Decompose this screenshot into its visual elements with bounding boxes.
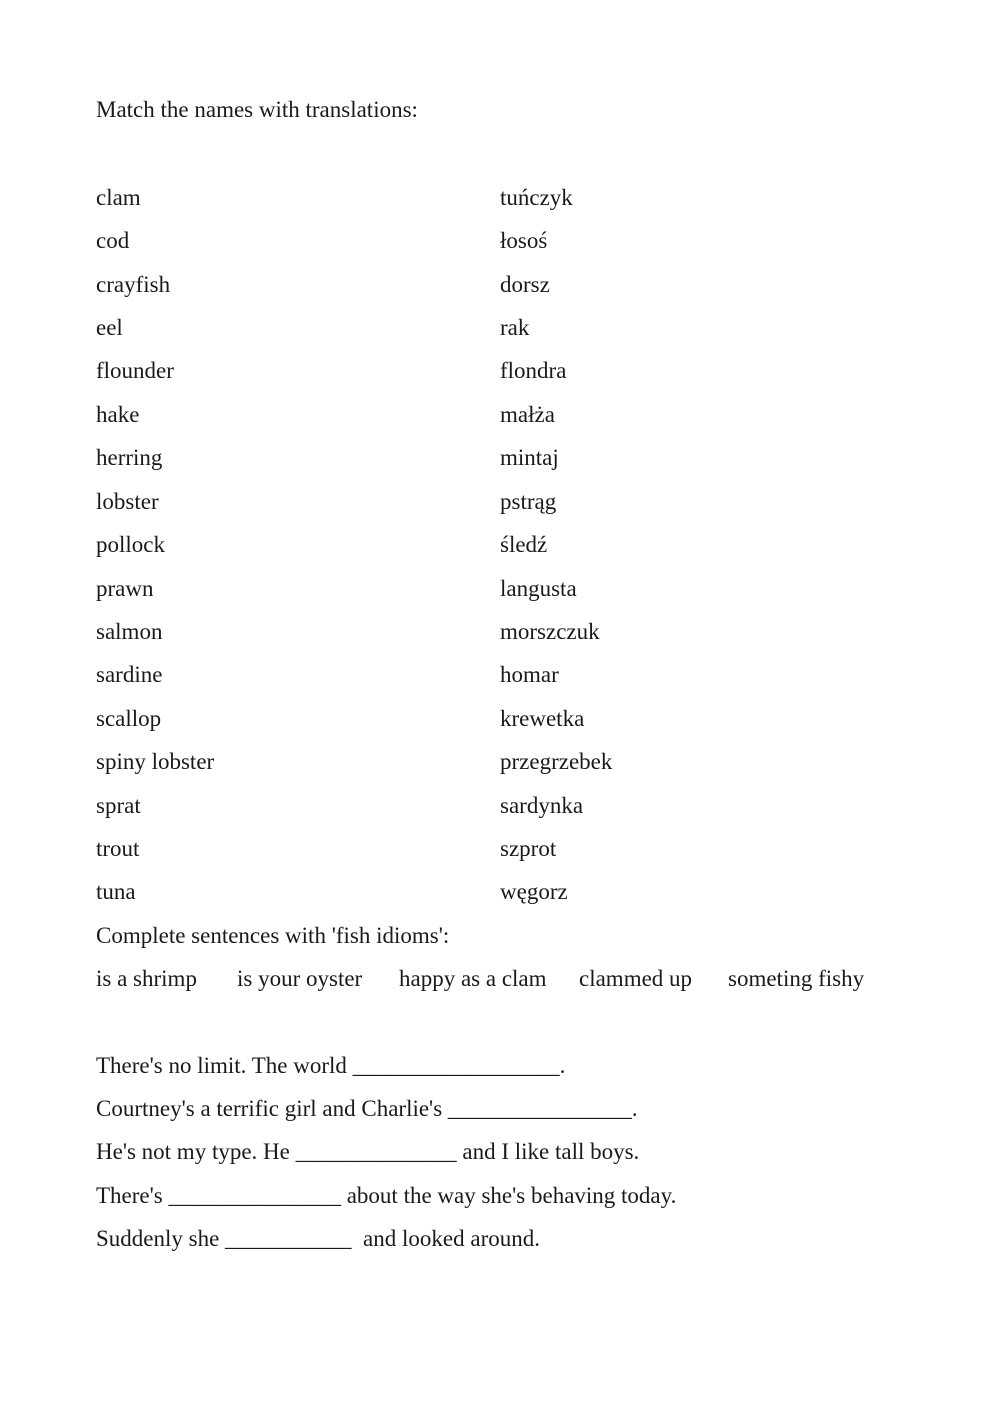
- polish-word: węgorz: [500, 879, 568, 904]
- english-word: eel: [96, 315, 123, 340]
- polish-word: szprot: [500, 836, 557, 861]
- english-word: prawn: [96, 576, 154, 601]
- polish-word: śledź: [500, 532, 548, 557]
- polish-word: dorsz: [500, 272, 550, 297]
- polish-word: morszczuk: [500, 619, 600, 644]
- english-word: clam: [96, 185, 141, 210]
- sentence: Suddenly she ___________ and looked around.: [96, 1226, 540, 1251]
- english-word: sprat: [96, 793, 141, 818]
- english-word: crayfish: [96, 272, 171, 297]
- english-word: trout: [96, 836, 140, 861]
- polish-word: langusta: [500, 576, 577, 601]
- english-word: spiny lobster: [96, 749, 215, 774]
- polish-word: małża: [500, 402, 555, 427]
- english-word: lobster: [96, 489, 159, 514]
- polish-word: rak: [500, 315, 530, 340]
- english-word: hake: [96, 402, 140, 427]
- english-word: scallop: [96, 706, 162, 731]
- english-word: pollock: [96, 532, 165, 557]
- idiom-option: is your oyster: [237, 966, 363, 991]
- polish-word: krewetka: [500, 706, 585, 731]
- polish-word: pstrąg: [500, 489, 557, 514]
- idiom-option: clammed up: [579, 966, 693, 991]
- instructions-match: Match the names with translations:: [96, 97, 418, 122]
- english-word: tuna: [96, 879, 136, 904]
- sentence: There's no limit. The world __________________.: [96, 1053, 566, 1078]
- polish-word: tuńczyk: [500, 185, 573, 210]
- polish-word: homar: [500, 662, 559, 687]
- idiom-option: happy as a clam: [399, 966, 547, 991]
- sentence: There's _______________ about the way she's behaving today.: [96, 1183, 677, 1208]
- english-word: cod: [96, 228, 130, 253]
- polish-word: łosoś: [500, 228, 548, 253]
- english-word: sardine: [96, 662, 163, 687]
- idiom-option: someting fishy: [728, 966, 865, 991]
- instructions-idioms: Complete sentences with 'fish idioms':: [96, 923, 450, 948]
- polish-word: sardynka: [500, 793, 584, 818]
- polish-word: przegrzebek: [500, 749, 613, 774]
- polish-word: mintaj: [500, 445, 559, 470]
- idiom-option: is a shrimp: [96, 966, 197, 991]
- sentence: Courtney's a terrific girl and Charlie's ________________.: [96, 1096, 638, 1121]
- english-word: herring: [96, 445, 163, 470]
- english-word: salmon: [96, 619, 163, 644]
- sentence: He's not my type. He ______________ and I like tall boys.: [96, 1139, 640, 1164]
- english-word: flounder: [96, 358, 174, 383]
- polish-word: flondra: [500, 358, 567, 383]
